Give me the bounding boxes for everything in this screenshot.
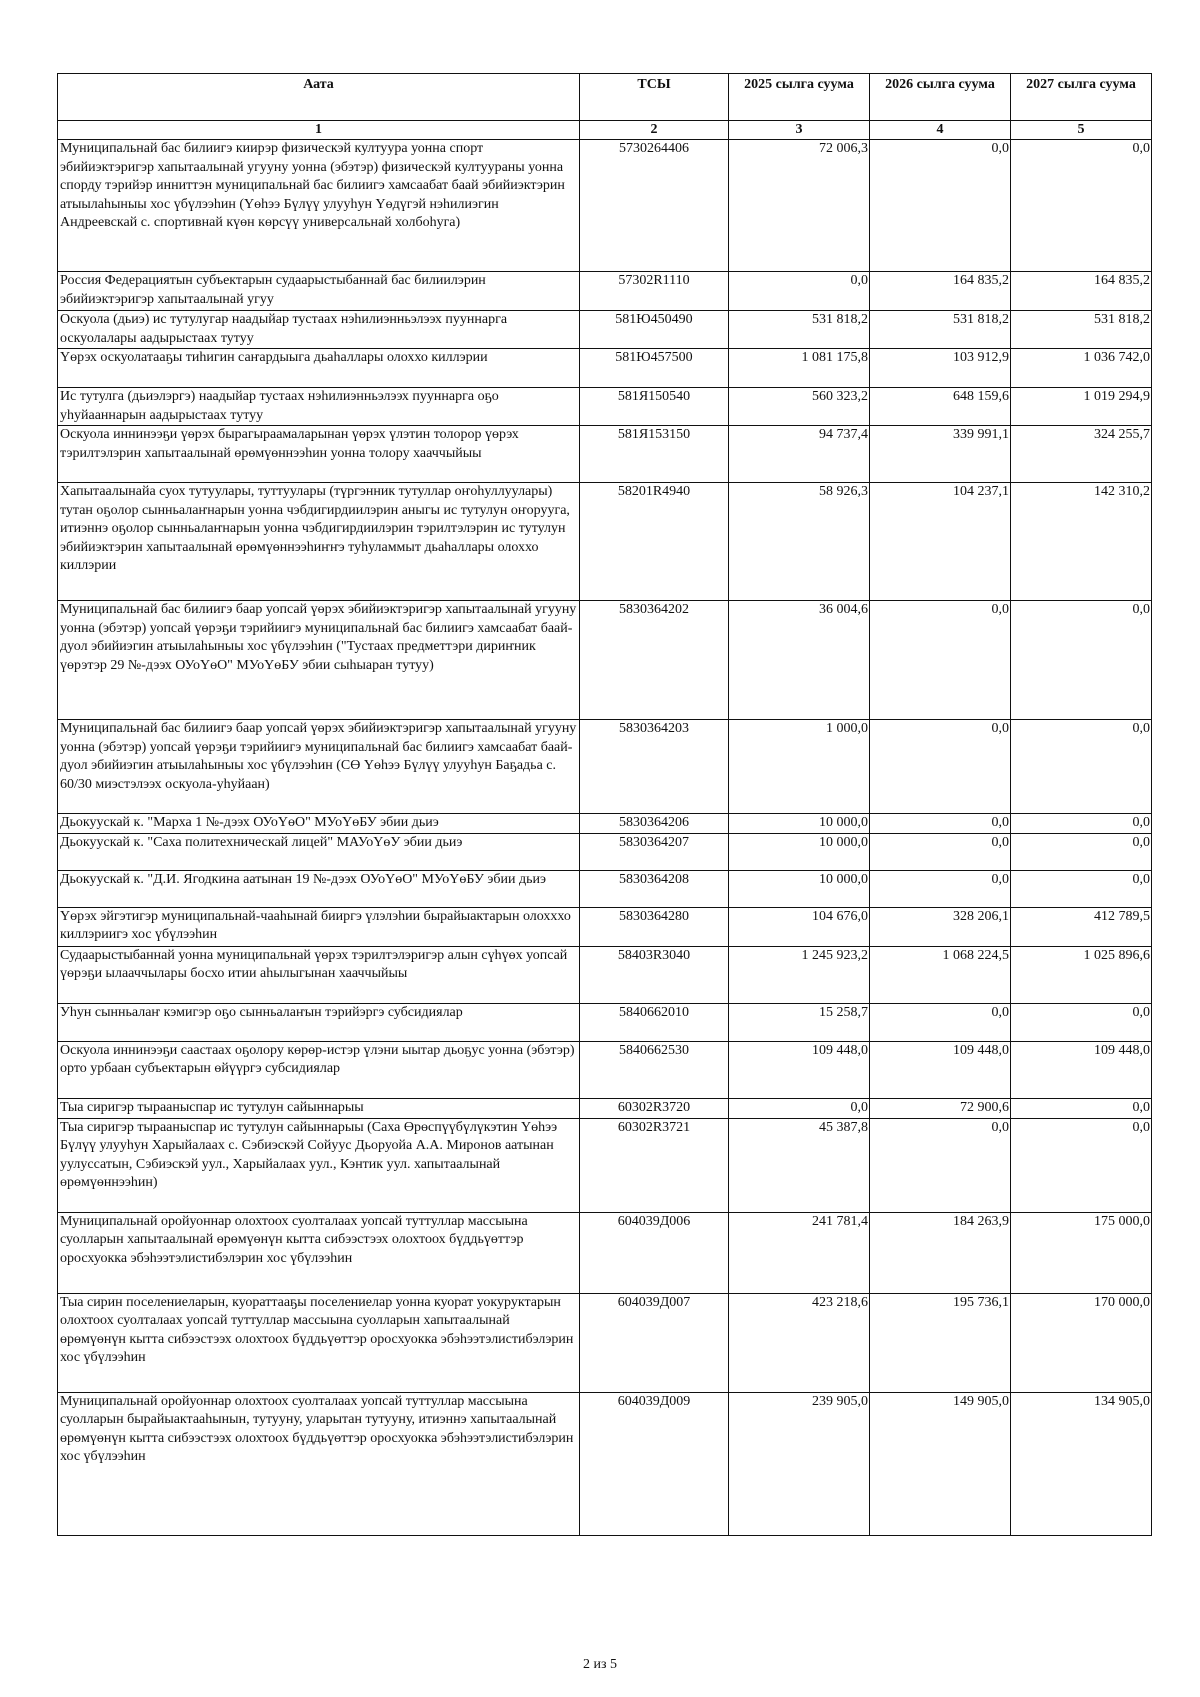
table-row — [58, 1392, 1152, 1535]
column-number-1: 1 — [58, 121, 580, 140]
row-code: 5830364206 — [580, 814, 729, 834]
table-row — [58, 1041, 1152, 1098]
row-amount-2027: 142 310,2 — [1011, 483, 1152, 601]
row-amount-2026: 0,0 — [870, 140, 1011, 272]
row-code: 581Ю450490 — [580, 311, 729, 349]
row-name: Россия Федерациятын субъектарын судаарыстыбаннай бас билиилэрин эбийиэктэригэр хапытаалынай угуу — [58, 272, 580, 311]
table-row — [58, 601, 1152, 720]
row-amount-2025: 109 448,0 — [729, 1041, 870, 1098]
row-code: 58403R3040 — [580, 946, 729, 1003]
row-amount-2025: 10 000,0 — [729, 870, 870, 907]
row-amount-2025: 423 218,6 — [729, 1293, 870, 1392]
row-code: 5830364207 — [580, 833, 729, 870]
row-amount-2027: 109 448,0 — [1011, 1041, 1152, 1098]
row-amount-2027: 1 025 896,6 — [1011, 946, 1152, 1003]
row-code: 604039Д006 — [580, 1212, 729, 1293]
table-row — [58, 349, 1152, 388]
table-row — [58, 483, 1152, 601]
row-name: Муниципальнай бас билиигэ баар уопсай үөрэх эбийиэктэригэр хапытаалынай угууну уонна (эбэтэр) уопсай үөрэҕи тэрийиигэ муниципальнай бас билиигэ хамсаабат баай-дуол эбийиэгин атыылаһыныы хос үбүлээһин (СӨ Үөһээ Бүлүү улууһун Баҕадьа с. 60/30 миэстэлээх оскуола-уһуйаан) — [58, 720, 580, 814]
row-amount-2027: 0,0 — [1011, 1118, 1152, 1212]
row-name: Дьокуускай к. "Саха политехническай лицей" МАУоҮөУ эбии дьиэ — [58, 833, 580, 870]
row-name: Уһун сынньалаҥ кэмигэр оҕо сынньалаҥын тэрийэргэ субсидиялар — [58, 1003, 580, 1041]
column-number-3: 3 — [729, 121, 870, 140]
row-amount-2026: 72 900,6 — [870, 1098, 1011, 1118]
row-name: Судаарыстыбаннай уонна муниципальнай үөрэх тэрилтэлэригэр алын сүһүөх уопсай үөрэҕи ылааччылары босхо итии аһылыгынан хааччыйыы — [58, 946, 580, 1003]
row-amount-2027: 0,0 — [1011, 1098, 1152, 1118]
row-name: Тыа сиригэр тырааныспар ис тутулун сайыннарыы — [58, 1098, 580, 1118]
row-amount-2025: 0,0 — [729, 272, 870, 311]
row-amount-2026: 0,0 — [870, 601, 1011, 720]
row-name: Муниципальнай оройуоннар олохтоох суолталаах уопсай туттуллар массыына суолларын хапытаалынай өрөмүөнүн кытта сибээстээх олохтоох бүддьүөттэр оросхуокка эбэһээтэлистибэлэрин хос үбүлээһин — [58, 1212, 580, 1293]
row-amount-2025: 10 000,0 — [729, 814, 870, 834]
row-amount-2026: 531 818,2 — [870, 311, 1011, 349]
column-number-row — [58, 121, 1152, 140]
table-row — [58, 870, 1152, 907]
row-amount-2027: 1 019 294,9 — [1011, 388, 1152, 426]
table-row — [58, 1003, 1152, 1041]
row-name: Муниципальнай оройуоннар олохтоох суолталаах уопсай туттуллар массыына суолларын бырайыактааһынын, тутууну, уларытан тутууну, итиэннэ хапытаалынай өрөмүөнүн кытта сибээстээх олохтоох бүддьүөттэр оросхуокка эбэһээтэлистибэлэрин хос үбүлээһин — [58, 1392, 580, 1535]
table-row — [58, 833, 1152, 870]
row-amount-2025: 58 926,3 — [729, 483, 870, 601]
row-amount-2025: 531 818,2 — [729, 311, 870, 349]
row-amount-2026: 109 448,0 — [870, 1041, 1011, 1098]
header-code: ТСЫ — [580, 74, 729, 121]
row-amount-2026: 328 206,1 — [870, 907, 1011, 946]
row-name: Тыа сиригэр тырааныспар ис тутулун сайыннарыы (Саха Өрөспүүбүлүкэтин Үөһээ Бүлүү улууһун Харыйалаах с. Сэбиэскэй Сойуус Дьоруойа А.А. Миронов аатынан уулуссатын, Сэбиэскэй уул., Харыйалаах уул., Кэнтик уул. хапытаалынай өрөмүөннээһин) — [58, 1118, 580, 1212]
row-name: Ис тутулга (дьиэлэргэ) наадыйар тустаах нэһилиэнньэлээх пууннарга оҕо уһуйааннарын аадырыстаах тутуу — [58, 388, 580, 426]
row-code: 60302R3721 — [580, 1118, 729, 1212]
header-name: Аата — [58, 74, 580, 121]
table-row — [58, 1098, 1152, 1118]
row-name: Дьокуускай к. "Д.И. Ягодкина аатынан 19 №-дээх ОУоҮөО" МУоҮөБУ эбии дьиэ — [58, 870, 580, 907]
row-amount-2026: 103 912,9 — [870, 349, 1011, 388]
row-code: 581Я150540 — [580, 388, 729, 426]
row-amount-2025: 45 387,8 — [729, 1118, 870, 1212]
row-amount-2026: 104 237,1 — [870, 483, 1011, 601]
table-row — [58, 1293, 1152, 1392]
row-amount-2027: 412 789,5 — [1011, 907, 1152, 946]
row-amount-2025: 241 781,4 — [729, 1212, 870, 1293]
row-name: Муниципальнай бас билиигэ киирэр физическэй култуура уонна спорт эбийиэктэригэр хапытаалынай угууну уонна (эбэтэр) физическэй култуураны уонна спорду тэрийэр инниттэн муниципальнай бас билиигэ хамсаабат баай эбийиэктэрин атыылаһыныы хос үбүлээһин (Үөһээ Бүлүү улууһун Үөдүгэй нэһилиэгин Андреевскай с. спортивнай күөн көрсүү универсальнай холбоһуга) — [58, 140, 580, 272]
row-amount-2026: 0,0 — [870, 1003, 1011, 1041]
row-code: 604039Д007 — [580, 1293, 729, 1392]
row-amount-2027: 0,0 — [1011, 720, 1152, 814]
row-amount-2025: 10 000,0 — [729, 833, 870, 870]
row-amount-2026: 195 736,1 — [870, 1293, 1011, 1392]
row-name: Хапытаалынайа суох тутуулары, туттуулары (түргэнник тутуллар оҥоһуллуулары) тутан оҕолор сынньалаҥнарын уонна чэбдигирдиилэрин аныгы ис тутулун оҥорууга, итиэннэ оҕолор сынньалаҥнарын уонна чэбдигирдиилэрин тэрилтэлэрин ис тутулун эбийиэктэрин хапытаалынай өрөмүөннээһиҥҥэ туһуламмыт дьаһаллары олоххо киллэрии — [58, 483, 580, 601]
table-row — [58, 1118, 1152, 1212]
table-row — [58, 272, 1152, 311]
row-name: Оскуола иннинээҕи саастаах оҕолору көрөр-истэр үлэни ыытар дьоҕус уонна (эбэтэр) орто урбаан субъектарын өйүүргэ субсидиялар — [58, 1041, 580, 1098]
column-number-4: 4 — [870, 121, 1011, 140]
row-code: 60302R3720 — [580, 1098, 729, 1118]
row-code: 57302R1110 — [580, 272, 729, 311]
table-row — [58, 426, 1152, 483]
table-row — [58, 814, 1152, 834]
row-amount-2025: 15 258,7 — [729, 1003, 870, 1041]
row-amount-2026: 149 905,0 — [870, 1392, 1011, 1535]
row-amount-2025: 94 737,4 — [729, 426, 870, 483]
row-amount-2027: 134 905,0 — [1011, 1392, 1152, 1535]
row-amount-2025: 72 006,3 — [729, 140, 870, 272]
row-code: 5840662010 — [580, 1003, 729, 1041]
row-code: 581Ю457500 — [580, 349, 729, 388]
row-code: 581Я153150 — [580, 426, 729, 483]
row-amount-2027: 0,0 — [1011, 870, 1152, 907]
row-amount-2027: 0,0 — [1011, 140, 1152, 272]
page-number: 2 из 5 — [582, 1657, 618, 1672]
header-2025: 2025 сылга суума — [729, 74, 870, 121]
row-amount-2027: 175 000,0 — [1011, 1212, 1152, 1293]
row-amount-2026: 164 835,2 — [870, 272, 1011, 311]
table-row — [58, 720, 1152, 814]
budget-table — [57, 73, 1152, 1536]
table-row — [58, 140, 1152, 272]
row-amount-2026: 0,0 — [870, 1118, 1011, 1212]
row-code: 5830364202 — [580, 601, 729, 720]
row-amount-2025: 104 676,0 — [729, 907, 870, 946]
row-amount-2027: 531 818,2 — [1011, 311, 1152, 349]
row-amount-2025: 239 905,0 — [729, 1392, 870, 1535]
budget-table-sheet — [57, 73, 1150, 1536]
row-code: 5830364280 — [580, 907, 729, 946]
header-2027: 2027 сылга суума — [1011, 74, 1152, 121]
row-amount-2027: 0,0 — [1011, 833, 1152, 870]
row-amount-2027: 170 000,0 — [1011, 1293, 1152, 1392]
row-amount-2026: 1 068 224,5 — [870, 946, 1011, 1003]
row-amount-2026: 0,0 — [870, 870, 1011, 907]
row-amount-2026: 0,0 — [870, 833, 1011, 870]
row-amount-2027: 1 036 742,0 — [1011, 349, 1152, 388]
row-amount-2025: 36 004,6 — [729, 601, 870, 720]
row-amount-2026: 0,0 — [870, 720, 1011, 814]
column-number-5: 5 — [1011, 121, 1152, 140]
row-amount-2027: 0,0 — [1011, 1003, 1152, 1041]
row-amount-2027: 324 255,7 — [1011, 426, 1152, 483]
row-name: Дьокуускай к. "Марха 1 №-дээх ОУоҮөО" МУоҮөБУ эбии дьиэ — [58, 814, 580, 834]
row-amount-2026: 0,0 — [870, 814, 1011, 834]
row-code: 5830364208 — [580, 870, 729, 907]
header-2026: 2026 сылга суума — [870, 74, 1011, 121]
table-row — [58, 1212, 1152, 1293]
row-name: Оскуола иннинээҕи үөрэх бырагыраамаларынан үөрэх үлэтин толорор үөрэх тэрилтэлэрин хапытаалынай өрөмүөннээһин уонна толору хааччыйыы — [58, 426, 580, 483]
row-amount-2025: 1 245 923,2 — [729, 946, 870, 1003]
row-name: Үөрэх оскуолатааҕы тиһигин саҥардыыга дьаһаллары олоххо киллэрии — [58, 349, 580, 388]
row-name: Тыа сирин поселениеларын, куораттааҕы поселениелар уонна куорат уокуруктарын олохтоох суолталаах уопсай туттуллар массыына суолларын хапытаалынай өрөмүөнүн кытта сибээстээх олохтоох бүддьүөттэр оросхуокка эбэһээтэлистибэлэрин хос үбүлээһин — [58, 1293, 580, 1392]
table-row — [58, 907, 1152, 946]
row-amount-2026: 339 991,1 — [870, 426, 1011, 483]
row-code: 5830364203 — [580, 720, 729, 814]
column-number-2: 2 — [580, 121, 729, 140]
row-name: Муниципальнай бас билиигэ баар уопсай үөрэх эбийиэктэригэр хапытаалынай угууну уонна (эбэтэр) уопсай үөрэҕи тэрийиигэ муниципальнай бас билиигэ хамсаабат баай-дуол эбийиэгин атыылаһыныы хос үбүлээһин ("Тустаах предметтэри дириҥник үөрэтэр 29 №-дээх ОУоҮөО" МУоҮөБУ эбии сыһыаран тутуу) — [58, 601, 580, 720]
row-code: 58201R4940 — [580, 483, 729, 601]
row-amount-2025: 0,0 — [729, 1098, 870, 1118]
row-code: 5840662530 — [580, 1041, 729, 1098]
row-name: Үөрэх эйгэтигэр муниципальнай-чааһынай бииргэ үлэлэһии бырайыактарын олохххо киллэриигэ хос үбүлээһин — [58, 907, 580, 946]
header-row — [58, 74, 1152, 121]
row-amount-2026: 648 159,6 — [870, 388, 1011, 426]
row-amount-2025: 560 323,2 — [729, 388, 870, 426]
row-amount-2025: 1 000,0 — [729, 720, 870, 814]
table-row — [58, 388, 1152, 426]
row-name: Оскуола (дьиэ) ис тутулугар наадыйар тустаах нэһилиэнньэлээх пууннарга оскуолалары аадырыстаах тутуу — [58, 311, 580, 349]
row-amount-2025: 1 081 175,8 — [729, 349, 870, 388]
row-amount-2027: 164 835,2 — [1011, 272, 1152, 311]
row-code: 604039Д009 — [580, 1392, 729, 1535]
row-amount-2026: 184 263,9 — [870, 1212, 1011, 1293]
table-row — [58, 311, 1152, 349]
row-amount-2027: 0,0 — [1011, 601, 1152, 720]
table-row — [58, 946, 1152, 1003]
row-amount-2027: 0,0 — [1011, 814, 1152, 834]
row-code: 5730264406 — [580, 140, 729, 272]
table-body — [58, 140, 1152, 1536]
